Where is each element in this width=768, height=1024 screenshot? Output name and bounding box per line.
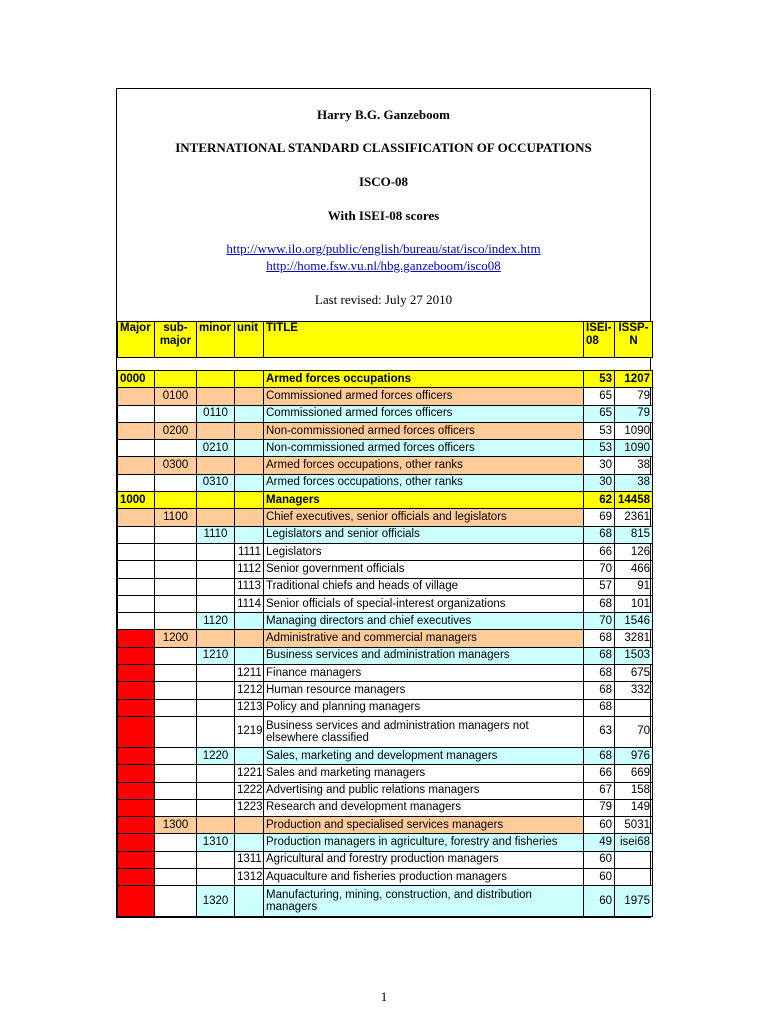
cell-isei: 60 — [584, 851, 615, 868]
cell-minor — [197, 817, 235, 834]
cell-unit: 1219 — [235, 716, 264, 747]
cell-issp — [615, 869, 653, 886]
col-header-unit: unit — [235, 322, 264, 358]
cell-title: Legislators and senior officials — [264, 526, 584, 543]
cell-submajor — [155, 440, 197, 457]
cell-issp: 79 — [615, 388, 653, 405]
cell-unit — [235, 817, 264, 834]
table-row — [118, 526, 653, 543]
cell-major — [118, 647, 155, 664]
cell-major — [118, 457, 155, 474]
cell-submajor: 0200 — [155, 422, 197, 439]
cell-title: Aquaculture and fisheries production managers — [264, 869, 584, 886]
cell-minor — [197, 869, 235, 886]
cell-submajor — [155, 682, 197, 699]
cell-issp: 5031 — [615, 817, 653, 834]
ilo-link[interactable]: http://www.ilo.org/public/english/bureau/stat/isco/index.htm — [226, 241, 541, 256]
cell-minor: 1310 — [197, 834, 235, 851]
cell-unit — [235, 388, 264, 405]
cell-unit: 1114 — [235, 595, 264, 612]
cell-issp: 38 — [615, 457, 653, 474]
cell-title: Armed forces occupations — [264, 371, 584, 388]
cell-unit — [235, 647, 264, 664]
cell-issp: 976 — [615, 747, 653, 764]
cell-title: Senior government officials — [264, 561, 584, 578]
cell-isei: 69 — [584, 509, 615, 526]
cell-minor — [197, 665, 235, 682]
cell-major: 1000 — [118, 492, 155, 509]
cell-major — [118, 388, 155, 405]
document-subtitle: With ISEI-08 scores — [327, 208, 440, 223]
cell-issp: 1207 — [615, 371, 653, 388]
cell-title: Traditional chiefs and heads of village — [264, 578, 584, 595]
cell-submajor: 1100 — [155, 509, 197, 526]
table-row — [118, 405, 653, 422]
cell-major — [118, 782, 155, 799]
table-row — [118, 595, 653, 612]
cell-minor — [197, 716, 235, 747]
cell-submajor: 0100 — [155, 388, 197, 405]
col-header-isei: ISEI-08 — [584, 322, 615, 358]
cell-issp: 1546 — [615, 613, 653, 630]
cell-title: Human resource managers — [264, 682, 584, 699]
table-row — [118, 509, 653, 526]
cell-submajor — [155, 526, 197, 543]
cell-isei: 68 — [584, 630, 615, 647]
cell-title: Agricultural and forestry production managers — [264, 851, 584, 868]
cell-unit — [235, 440, 264, 457]
cell-isei: 53 — [584, 371, 615, 388]
ganzeboom-link[interactable]: http://home.fsw.vu.nl/hbg.ganzeboom/isco08 — [266, 258, 501, 273]
cell-isei: 68 — [584, 526, 615, 543]
cell-major — [118, 543, 155, 560]
cell-minor — [197, 799, 235, 816]
col-header-major: Major — [118, 322, 155, 358]
cell-submajor — [155, 782, 197, 799]
cell-minor — [197, 457, 235, 474]
table-row — [118, 543, 653, 560]
table-row — [118, 561, 653, 578]
cell-major — [118, 682, 155, 699]
revision-date: Last revised: July 27 2010 — [314, 292, 453, 307]
table-row — [118, 851, 653, 868]
cell-major — [118, 526, 155, 543]
cell-minor — [197, 699, 235, 716]
cell-title: Production managers in agriculture, forestry and fisheries — [264, 834, 584, 851]
cell-submajor — [155, 834, 197, 851]
cell-minor: 0310 — [197, 474, 235, 491]
cell-minor — [197, 765, 235, 782]
author-name: Harry B.G. Ganzeboom — [317, 107, 450, 122]
document-header — [117, 89, 650, 321]
cell-isei: 60 — [584, 886, 615, 917]
cell-major — [118, 699, 155, 716]
cell-isei: 53 — [584, 440, 615, 457]
table-row — [118, 716, 653, 747]
cell-minor — [197, 543, 235, 560]
cell-title: Senior officials of special-interest organizations — [264, 595, 584, 612]
table-row — [118, 782, 653, 799]
col-header-issp: ISSP-N — [615, 322, 653, 358]
cell-issp: 466 — [615, 561, 653, 578]
cell-issp: 158 — [615, 782, 653, 799]
cell-issp: 91 — [615, 578, 653, 595]
cell-minor — [197, 682, 235, 699]
cell-unit: 1113 — [235, 578, 264, 595]
cell-title: Non-commissioned armed forces officers — [264, 422, 584, 439]
cell-submajor — [155, 851, 197, 868]
cell-submajor — [155, 613, 197, 630]
cell-minor: 0110 — [197, 405, 235, 422]
cell-major — [118, 799, 155, 816]
cell-major — [118, 509, 155, 526]
cell-submajor — [155, 747, 197, 764]
cell-isei: 67 — [584, 782, 615, 799]
isco-table — [117, 321, 653, 917]
cell-title: Advertising and public relations managers — [264, 782, 584, 799]
cell-major — [118, 613, 155, 630]
cell-unit — [235, 886, 264, 917]
cell-title: Manufacturing, mining, construction, and distribution managers — [264, 886, 584, 917]
cell-submajor — [155, 474, 197, 491]
cell-issp: 1090 — [615, 422, 653, 439]
cell-minor: 1320 — [197, 886, 235, 917]
table-row — [118, 799, 653, 816]
cell-submajor — [155, 492, 197, 509]
cell-issp: 126 — [615, 543, 653, 560]
cell-isei: 57 — [584, 578, 615, 595]
cell-title: Sales, marketing and development managers — [264, 747, 584, 764]
cell-major — [118, 630, 155, 647]
cell-title: Chief executives, senior officials and legislators — [264, 509, 584, 526]
cell-unit — [235, 405, 264, 422]
cell-isei: 63 — [584, 716, 615, 747]
table-row — [118, 886, 653, 917]
cell-major: 0000 — [118, 371, 155, 388]
cell-submajor — [155, 886, 197, 917]
cell-isei: 49 — [584, 834, 615, 851]
cell-isei: 30 — [584, 457, 615, 474]
table-row — [118, 869, 653, 886]
cell-minor — [197, 509, 235, 526]
cell-unit: 1221 — [235, 765, 264, 782]
cell-unit: 1212 — [235, 682, 264, 699]
cell-unit — [235, 834, 264, 851]
cell-isei: 68 — [584, 595, 615, 612]
table-row — [118, 422, 653, 439]
cell-isei: 60 — [584, 869, 615, 886]
cell-isei: 62 — [584, 492, 615, 509]
cell-major — [118, 747, 155, 764]
cell-title: Business services and administration managers not elsewhere classified — [264, 716, 584, 747]
cell-major — [118, 834, 155, 851]
cell-major — [118, 851, 155, 868]
cell-major — [118, 440, 155, 457]
cell-issp: 1975 — [615, 886, 653, 917]
cell-major — [118, 869, 155, 886]
cell-title: Commissioned armed forces officers — [264, 388, 584, 405]
cell-submajor — [155, 699, 197, 716]
cell-issp: 14458 — [615, 492, 653, 509]
cell-unit — [235, 492, 264, 509]
cell-unit — [235, 630, 264, 647]
cell-issp: 1503 — [615, 647, 653, 664]
table-row — [118, 630, 653, 647]
cell-isei: 65 — [584, 405, 615, 422]
cell-isei: 66 — [584, 543, 615, 560]
cell-issp: 70 — [615, 716, 653, 747]
cell-unit: 1312 — [235, 869, 264, 886]
col-header-title: TITLE — [264, 322, 584, 358]
cell-submajor — [155, 765, 197, 782]
cell-unit — [235, 747, 264, 764]
cell-submajor — [155, 595, 197, 612]
cell-submajor — [155, 405, 197, 422]
cell-major — [118, 561, 155, 578]
cell-minor — [197, 388, 235, 405]
table-row — [118, 665, 653, 682]
table-row — [118, 817, 653, 834]
cell-minor — [197, 782, 235, 799]
cell-isei: 30 — [584, 474, 615, 491]
table-row — [118, 682, 653, 699]
cell-submajor — [155, 665, 197, 682]
table-body — [118, 371, 653, 917]
cell-unit — [235, 509, 264, 526]
cell-isei: 68 — [584, 665, 615, 682]
table-header-row — [118, 322, 653, 358]
cell-issp: 2361 — [615, 509, 653, 526]
cell-unit: 1112 — [235, 561, 264, 578]
cell-major — [118, 405, 155, 422]
cell-major — [118, 716, 155, 747]
table-row — [118, 699, 653, 716]
cell-major — [118, 578, 155, 595]
cell-isei: 70 — [584, 561, 615, 578]
cell-title: Policy and planning managers — [264, 699, 584, 716]
cell-major — [118, 886, 155, 917]
cell-submajor — [155, 578, 197, 595]
cell-title: Sales and marketing managers — [264, 765, 584, 782]
cell-isei: 68 — [584, 699, 615, 716]
table-row — [118, 371, 653, 388]
cell-title: Production and specialised services managers — [264, 817, 584, 834]
table-row — [118, 474, 653, 491]
cell-issp: 79 — [615, 405, 653, 422]
cell-unit: 1211 — [235, 665, 264, 682]
cell-isei: 68 — [584, 647, 615, 664]
cell-unit: 1111 — [235, 543, 264, 560]
cell-unit: 1311 — [235, 851, 264, 868]
cell-issp: 1090 — [615, 440, 653, 457]
cell-unit: 1223 — [235, 799, 264, 816]
cell-issp — [615, 699, 653, 716]
cell-title: Managers — [264, 492, 584, 509]
cell-major — [118, 765, 155, 782]
cell-major — [118, 474, 155, 491]
cell-submajor — [155, 543, 197, 560]
page-number: 1 — [380, 989, 388, 1004]
cell-title: Finance managers — [264, 665, 584, 682]
cell-unit: 1222 — [235, 782, 264, 799]
cell-minor — [197, 851, 235, 868]
table-spacer-row — [118, 358, 653, 371]
cell-title: Armed forces occupations, other ranks — [264, 474, 584, 491]
cell-isei: 65 — [584, 388, 615, 405]
cell-isei: 53 — [584, 422, 615, 439]
cell-unit — [235, 457, 264, 474]
cell-unit — [235, 474, 264, 491]
cell-title: Legislators — [264, 543, 584, 560]
cell-minor: 0210 — [197, 440, 235, 457]
table-row — [118, 578, 653, 595]
cell-isei: 60 — [584, 817, 615, 834]
cell-major — [118, 665, 155, 682]
cell-unit — [235, 526, 264, 543]
cell-minor — [197, 561, 235, 578]
cell-major — [118, 817, 155, 834]
cell-issp: 332 — [615, 682, 653, 699]
cell-unit — [235, 613, 264, 630]
cell-issp: 149 — [615, 799, 653, 816]
table-row — [118, 388, 653, 405]
cell-minor — [197, 578, 235, 595]
table-row — [118, 747, 653, 764]
cell-unit — [235, 371, 264, 388]
cell-issp: 669 — [615, 765, 653, 782]
cell-minor — [197, 492, 235, 509]
cell-title: Non-commissioned armed forces officers — [264, 440, 584, 457]
cell-isei: 79 — [584, 799, 615, 816]
table-row — [118, 834, 653, 851]
cell-title: Armed forces occupations, other ranks — [264, 457, 584, 474]
table-row — [118, 613, 653, 630]
cell-minor: 1120 — [197, 613, 235, 630]
cell-minor: 1210 — [197, 647, 235, 664]
document-page — [116, 88, 651, 918]
cell-major — [118, 595, 155, 612]
cell-issp: 3281 — [615, 630, 653, 647]
cell-unit: 1213 — [235, 699, 264, 716]
cell-title: Administrative and commercial managers — [264, 630, 584, 647]
cell-submajor: 0300 — [155, 457, 197, 474]
cell-issp — [615, 851, 653, 868]
col-header-submajor: sub-major — [155, 322, 197, 358]
cell-minor — [197, 422, 235, 439]
table-row — [118, 492, 653, 509]
cell-issp: 815 — [615, 526, 653, 543]
cell-submajor — [155, 869, 197, 886]
table-row — [118, 765, 653, 782]
cell-submajor — [155, 716, 197, 747]
cell-minor — [197, 630, 235, 647]
cell-issp: 101 — [615, 595, 653, 612]
cell-submajor: 1300 — [155, 817, 197, 834]
col-header-minor: minor — [197, 322, 235, 358]
cell-minor — [197, 371, 235, 388]
cell-issp: 675 — [615, 665, 653, 682]
cell-isei: 70 — [584, 613, 615, 630]
document-title: INTERNATIONAL STANDARD CLASSIFICATION OF OCCUPATIONS — [175, 140, 592, 155]
cell-submajor — [155, 371, 197, 388]
cell-title: Managing directors and chief executives — [264, 613, 584, 630]
cell-minor: 1220 — [197, 747, 235, 764]
cell-submajor — [155, 647, 197, 664]
cell-major — [118, 422, 155, 439]
cell-issp: isei68 — [615, 834, 653, 851]
cell-submajor — [155, 561, 197, 578]
cell-title: Commissioned armed forces officers — [264, 405, 584, 422]
cell-minor — [197, 595, 235, 612]
cell-submajor — [155, 799, 197, 816]
cell-isei: 68 — [584, 682, 615, 699]
cell-issp: 38 — [615, 474, 653, 491]
table-row — [118, 440, 653, 457]
cell-isei: 68 — [584, 747, 615, 764]
cell-submajor: 1200 — [155, 630, 197, 647]
table-row — [118, 647, 653, 664]
cell-title: Business services and administration managers — [264, 647, 584, 664]
cell-title: Research and development managers — [264, 799, 584, 816]
table-row — [118, 457, 653, 474]
cell-isei: 66 — [584, 765, 615, 782]
classification-code: ISCO-08 — [358, 174, 409, 189]
cell-unit — [235, 422, 264, 439]
cell-minor: 1110 — [197, 526, 235, 543]
